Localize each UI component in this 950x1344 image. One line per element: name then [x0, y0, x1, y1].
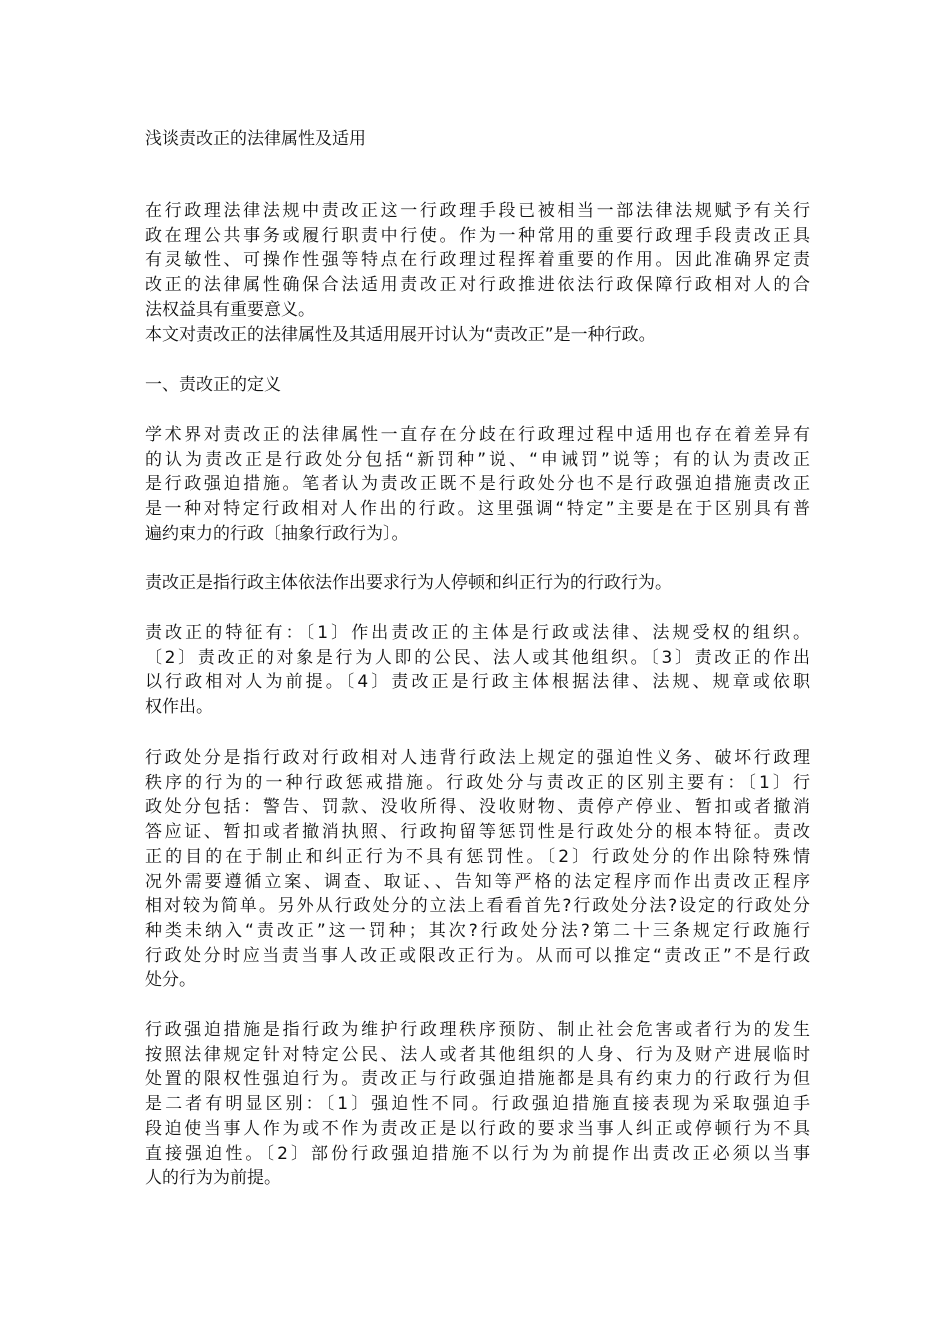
text-line: 责改正是指行政主体依法作出要求行为人停顿和纠正行为的行政行为。	[145, 573, 672, 593]
section-heading	[145, 373, 810, 398]
text-line: 种类未纳入“责改正”这一罚种；其次?行政处分法?第二十三条规定行政施行	[145, 920, 810, 941]
text-line: 权作出。	[145, 697, 213, 718]
text-line: 改正的法律属性确保合法适用责改正对行政推进依法行政保障行政相对人的合	[145, 275, 810, 296]
text-line: 是行政强迫措施。笔者认为责改正既不是行政处分也不是行政强迫措施责改正	[145, 474, 810, 495]
text-line: 答应证、暂扣或者撤消执照、行政拘留等惩罚性是行政处分的根本特征。责改	[145, 822, 810, 843]
text-line: 本文对责改正的法律属性及其适用展开讨认为“责改正”是一种行政。	[145, 325, 656, 345]
paragraph-features	[145, 621, 810, 720]
text-line: 政在理公共事务或履行职责中行使。作为一种常用的重要行政理手段责改正具	[145, 225, 810, 246]
paragraph-definition	[145, 571, 810, 596]
text-line: 是二者有明显区别：〔1〕强迫性不同。行政强迫措施直接表现为采取强迫手	[145, 1094, 810, 1115]
text-line: 责改正的特征有：〔1〕作出责改正的主体是行政或法律、法规受权的组织。	[145, 623, 810, 643]
text-line: 政处分包括：警告、罚款、没收所得、没收财物、责停产停业、暂扣或者撤消	[145, 797, 810, 818]
text-line: 〔2〕责改正的对象是行为人即的公民、法人或其他组织。〔3〕责改正的作出	[145, 647, 810, 668]
text-line: 行政处分是指行政对行政相对人违背行政法上规定的强迫性义务、破坏行政理	[145, 748, 810, 768]
text-line: 法权益具有重要意义。	[145, 299, 315, 320]
text-line: 秩序的行为的一种行政惩戒措施。行政处分与责改正的区别主要有：〔1〕行	[145, 772, 810, 793]
text-line: 人的行为为前提。	[145, 1168, 281, 1189]
text-line: 以行政相对人为前提。〔4〕责改正是行政主体根据法律、法规、规章或依职	[145, 672, 810, 693]
text-line: 是一种对特定行政相对人作出的行政。这里强调“特定”主要是在于区别具有普	[145, 499, 810, 520]
text-line: 处置的限权性强迫行为。责改正与行政强迫措施都是具有约束力的行政行为但	[145, 1069, 810, 1090]
paragraph-penalty	[145, 746, 810, 993]
text-line: 遍约束力的行政〔抽象行政行为〕。	[145, 523, 409, 544]
text-line: 处分。	[145, 970, 196, 991]
text-line: 的认为责改正是行政处分包括“新罚种”说、“申诫罚”说等；有的认为责改正	[145, 449, 810, 470]
text-line: 学术界对责改正的法律属性一直存在分歧在行政理过程中适用也存在着差异有	[145, 425, 810, 445]
text-line: 有灵敏性、可操作性强等特点在行政理过程挥着重要的作用。因此准确界定责	[145, 250, 810, 271]
paragraph-coercion	[145, 1018, 810, 1191]
paragraph-thesis	[145, 323, 810, 348]
text-line: 直接强迫性。〔2〕部份行政强迫措施不以行为为前提作出责改正必须以当事	[145, 1143, 810, 1164]
text-line: 按照法律规定针对特定公民、法人或者其他组织的人身、行为及财产进展临时	[145, 1044, 810, 1065]
text-line: 段迫使当事人作为或不作为责改正是以行政的要求当事人纠正或停顿行为不具	[145, 1118, 810, 1139]
text-line: 在行政理法律法规中责改正这一行政理手段已被相当一部法律法规赋予有关行	[145, 201, 810, 221]
document-title: 浅谈责改正的法律属性及适用	[145, 129, 366, 149]
paragraph-academic	[145, 423, 810, 547]
text-line: 行政强迫措施是指行政为维护行政理秩序预防、制止社会危害或者行为的发生	[145, 1020, 810, 1040]
text-line: 况外需要遵循立案、调查、取证、、告知等严格的法定程序而作出责改正程序	[145, 871, 810, 892]
text-line: 一、责改正的定义	[145, 375, 281, 395]
paragraph-intro	[145, 199, 810, 323]
text-line: 行政处分时应当责当事人改正或限改正行为。从而可以推定“责改正”不是行政	[145, 945, 810, 966]
text-line: 相对较为简单。另外从行政处分的立法上看看首先?行政处分法?设定的行政处分	[145, 896, 810, 917]
text-line: 正的目的在于制止和纠正行为不具有惩罚性。〔2〕行政处分的作出除特殊情	[145, 846, 810, 867]
